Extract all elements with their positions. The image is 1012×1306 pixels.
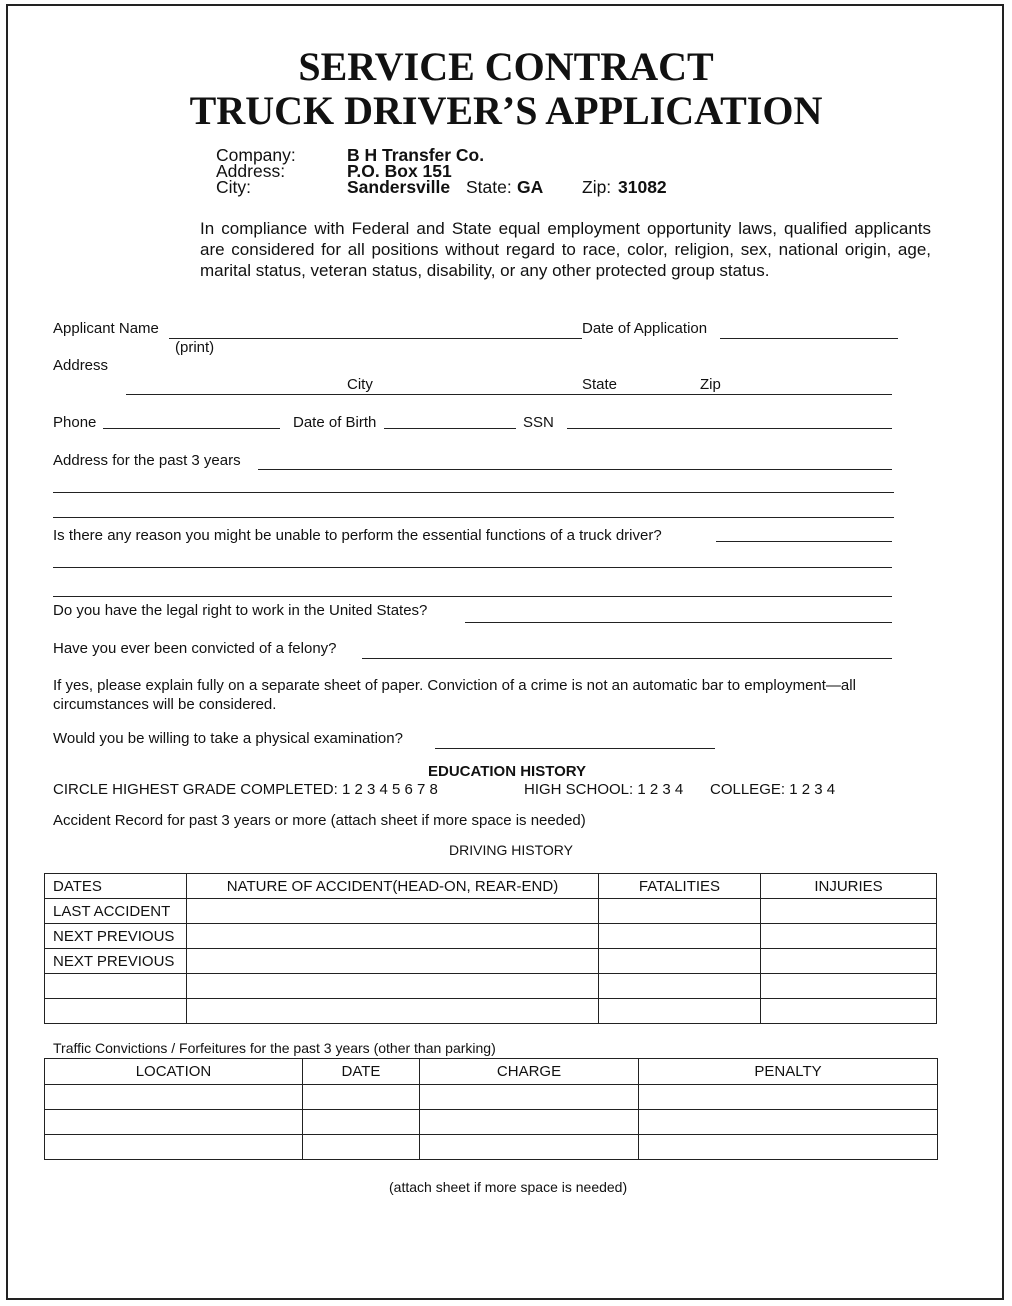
zip-label: Zip: bbox=[582, 177, 612, 197]
zip-field-label: Zip bbox=[700, 376, 721, 393]
address-past-field-3[interactable] bbox=[53, 517, 894, 518]
table-row bbox=[45, 949, 937, 974]
driving-history-heading: DRIVING HISTORY bbox=[449, 842, 573, 858]
table-cell[interactable] bbox=[187, 999, 599, 1024]
city-field-label: City bbox=[347, 376, 373, 393]
title-line-1: SERVICE CONTRACT bbox=[298, 44, 714, 89]
table-cell[interactable] bbox=[420, 1135, 639, 1160]
traffic-convictions-heading: Traffic Convictions / Forfeitures for the past 3 years (other than parking) bbox=[53, 1040, 496, 1056]
date-of-birth-field[interactable] bbox=[384, 428, 516, 429]
table-cell[interactable] bbox=[420, 1085, 639, 1110]
essential-functions-field-2[interactable] bbox=[53, 567, 892, 568]
header-injuries: INJURIES bbox=[761, 874, 937, 899]
legal-right-label: Do you have the legal right to work in the United States? bbox=[53, 602, 428, 619]
table-row bbox=[45, 899, 937, 924]
applicant-name-label: Applicant Name bbox=[53, 320, 159, 337]
table-cell[interactable] bbox=[639, 1110, 938, 1135]
title-line-2: TRUCK DRIVER’S APPLICATION bbox=[189, 88, 823, 133]
table-cell[interactable] bbox=[45, 1135, 303, 1160]
header-location: LOCATION bbox=[45, 1059, 303, 1085]
phone-label: Phone bbox=[53, 414, 97, 431]
table-cell[interactable] bbox=[45, 1110, 303, 1135]
table-row bbox=[45, 1135, 938, 1160]
table-cell[interactable] bbox=[187, 949, 599, 974]
state-value: GA bbox=[517, 177, 544, 197]
applicant-name-field[interactable] bbox=[169, 338, 582, 339]
address-value: P.O. Box 151 bbox=[347, 161, 452, 181]
state-field-label: State bbox=[582, 376, 618, 393]
traffic-convictions-table bbox=[44, 1058, 938, 1160]
felony-note-line-1: If yes, please explain fully on a separate sheet of paper. Conviction of a crime is not an automatic bar to employment—all bbox=[53, 677, 856, 694]
table-cell[interactable] bbox=[761, 974, 937, 999]
table-cell[interactable] bbox=[761, 899, 937, 924]
date-of-birth-label: Date of Birth bbox=[293, 414, 377, 431]
address-past-field-2[interactable] bbox=[53, 492, 894, 493]
accident-record-note: Accident Record for past 3 years or more (attach sheet if more space is needed) bbox=[53, 812, 586, 829]
table-cell[interactable] bbox=[187, 899, 599, 924]
address-field[interactable] bbox=[126, 394, 892, 395]
grade-completed[interactable]: CIRCLE HIGHEST GRADE COMPLETED: 1 2 3 4 5 6 7 8 bbox=[53, 781, 438, 798]
essential-functions-field-1[interactable] bbox=[716, 541, 892, 542]
header-dates: DATES bbox=[45, 874, 187, 899]
table-row bbox=[45, 1110, 938, 1135]
footer-note: (attach sheet if more space is needed) bbox=[389, 1179, 628, 1195]
ssn-field[interactable] bbox=[567, 428, 892, 429]
table-cell[interactable] bbox=[303, 1110, 420, 1135]
education-heading: EDUCATION HISTORY bbox=[428, 763, 587, 780]
table-cell[interactable] bbox=[420, 1110, 639, 1135]
zip-value: 31082 bbox=[618, 177, 667, 197]
phone-field[interactable] bbox=[103, 428, 280, 429]
header-nature-of-accident: NATURE OF ACCIDENT(HEAD-ON, REAR-END) bbox=[187, 874, 599, 899]
physical-exam-field[interactable] bbox=[435, 748, 715, 749]
table-cell[interactable] bbox=[187, 924, 599, 949]
high-school-years[interactable]: HIGH SCHOOL: 1 2 3 4 bbox=[524, 781, 684, 798]
header-charge: CHARGE bbox=[420, 1059, 639, 1085]
row-date-label[interactable] bbox=[45, 974, 187, 999]
address-past-label: Address for the past 3 years bbox=[53, 452, 241, 469]
table-cell[interactable] bbox=[761, 924, 937, 949]
table-cell[interactable] bbox=[599, 974, 761, 999]
table-cell[interactable] bbox=[599, 899, 761, 924]
company-label: Company: bbox=[216, 145, 296, 165]
address-past-field-1[interactable] bbox=[258, 469, 892, 470]
row-date-label: LAST ACCIDENT bbox=[45, 899, 187, 924]
table-cell[interactable] bbox=[187, 974, 599, 999]
header-penalty: PENALTY bbox=[639, 1059, 938, 1085]
physical-exam-label: Would you be willing to take a physical examination? bbox=[53, 730, 403, 747]
row-date-label: NEXT PREVIOUS bbox=[45, 924, 187, 949]
date-of-application-field[interactable] bbox=[720, 338, 898, 339]
header-fatalities: FATALITIES bbox=[599, 874, 761, 899]
table-cell[interactable] bbox=[599, 949, 761, 974]
print-hint: (print) bbox=[175, 339, 215, 356]
address-label: Address bbox=[53, 357, 109, 374]
table-row bbox=[45, 1085, 938, 1110]
essential-functions-field-3[interactable] bbox=[53, 596, 892, 597]
table-cell[interactable] bbox=[303, 1085, 420, 1110]
row-date-label: NEXT PREVIOUS bbox=[45, 949, 187, 974]
ssn-label: SSN bbox=[523, 414, 554, 431]
legal-right-field[interactable] bbox=[465, 622, 892, 623]
table-row bbox=[45, 924, 937, 949]
table-cell[interactable] bbox=[599, 999, 761, 1024]
table-cell[interactable] bbox=[761, 999, 937, 1024]
city-value: Sandersville bbox=[347, 177, 451, 197]
header-date: DATE bbox=[303, 1059, 420, 1085]
table-cell[interactable] bbox=[599, 924, 761, 949]
college-years[interactable]: COLLEGE: 1 2 3 4 bbox=[710, 781, 836, 798]
essential-functions-label: Is there any reason you might be unable to perform the essential functions of a truck driver? bbox=[53, 527, 662, 544]
address-label: Address: bbox=[216, 161, 286, 181]
date-of-application-label: Date of Application bbox=[582, 320, 708, 337]
row-date-label[interactable] bbox=[45, 999, 187, 1024]
city-label: City: bbox=[216, 177, 251, 197]
driving-history-table bbox=[44, 873, 937, 1024]
state-label: State: bbox=[466, 177, 512, 197]
table-cell[interactable] bbox=[303, 1135, 420, 1160]
table-cell[interactable] bbox=[639, 1085, 938, 1110]
table-row bbox=[45, 974, 937, 999]
table-cell[interactable] bbox=[761, 949, 937, 974]
table-header-row bbox=[45, 874, 937, 899]
felony-field[interactable] bbox=[362, 658, 892, 659]
felony-note-line-2: circumstances will be considered. bbox=[53, 696, 277, 713]
eeo-statement: In compliance with Federal and State equal employment opportunity laws, qualified applicants are considered for all positions without regard to race, color, religion, sex, national origin, age, marital status, veteran status, disability, or any other protected group status. bbox=[200, 219, 931, 280]
table-cell[interactable] bbox=[639, 1135, 938, 1160]
company-value: B H Transfer Co. bbox=[347, 145, 485, 165]
table-cell[interactable] bbox=[45, 1085, 303, 1110]
felony-label: Have you ever been convicted of a felony? bbox=[53, 640, 337, 657]
table-row bbox=[45, 999, 937, 1024]
table-header-row bbox=[45, 1059, 938, 1085]
